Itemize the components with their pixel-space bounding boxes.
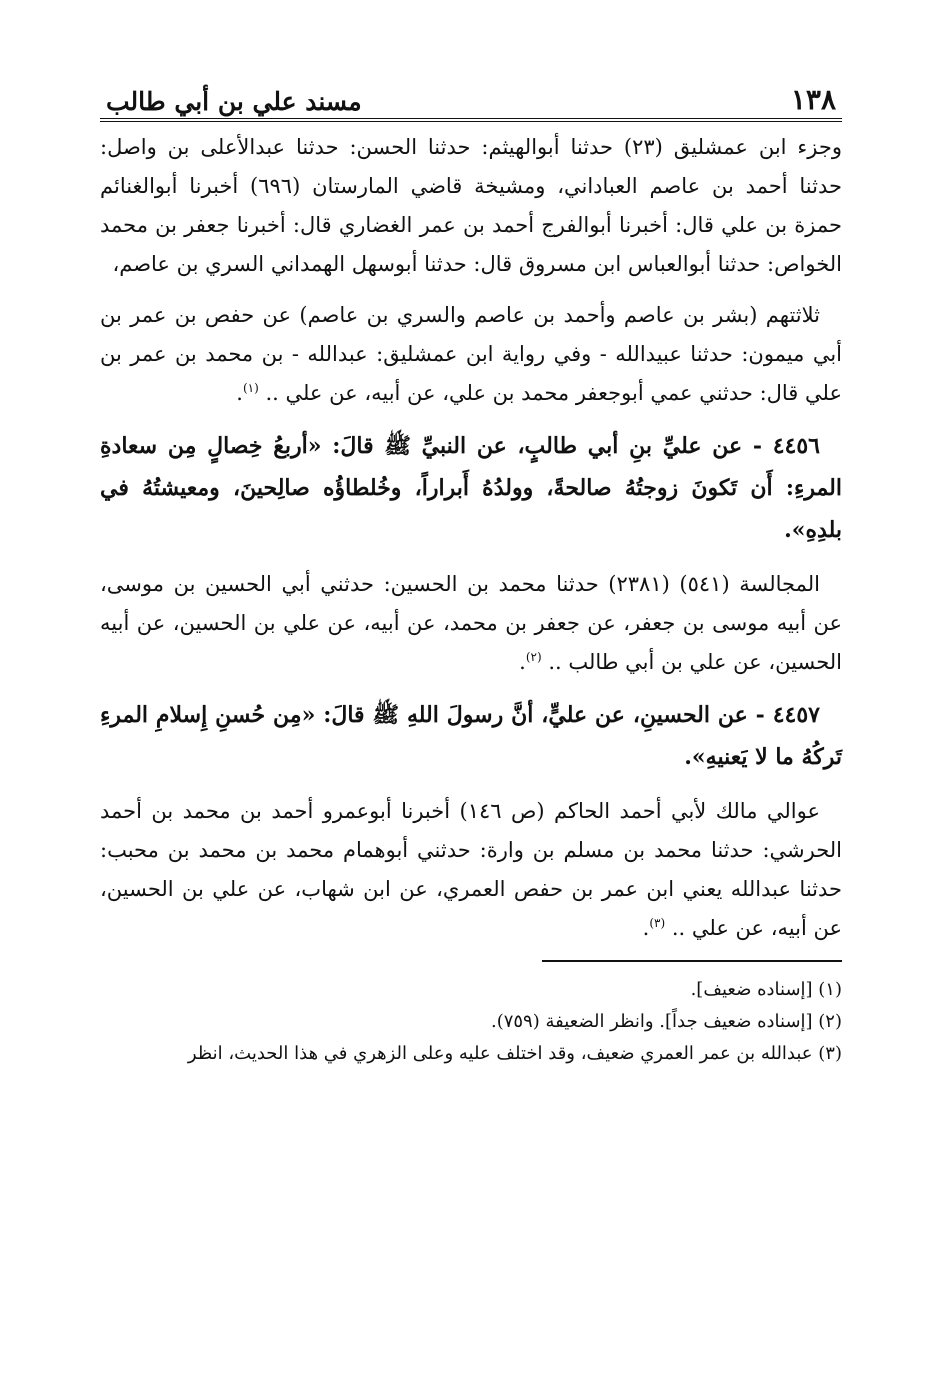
source-paragraph-1 <box>100 128 842 284</box>
main-text <box>100 128 842 948</box>
footnote-1: (١) [إسناده ضعيف]. <box>690 979 842 1000</box>
footnote-ref-1: (١) <box>242 381 259 395</box>
footnote-ref-3: (٣) <box>649 916 666 930</box>
book-page <box>100 72 842 1070</box>
page-header <box>100 72 842 122</box>
paragraph-text: ثلاثتهم (بشر بن عاصم وأحمد بن عاصم والسري بن عاصم) عن حفص بن عمر بن أبي ميمون: حدثنا عبيدالله - وفي رواية ابن عمشليق: عبدالله - بن محمد بن عمر بن علي قال: حدثني عمي أبوجعفر محمد بن علي، عن أبيه، عن علي .. <box>100 303 842 405</box>
source-paragraph-4: عوالي مالك لأبي أحمد الحاكم (ص ١٤٦) أخبرنا أبوعمرو أحمد بن محمد بن أحمد الحرشي: حدثنا محمد بن مسلم بن وارة: حدثني أبوهمام محمد بن محمد بن محبب: حدثنا عبدالله يعني ابن عمر بن حفص العمري، عن ابن شهاب، عن علي بن الحسين، عن أبيه، عن علي .. $^{(٣)}$. <box>100 799 842 940</box>
hadith-4457: ٤٤٥٧ - عن الحسينِ، عن عليٍّ، أنَّ رسولَ اللهِ ﷺ قالَ: «مِن حُسنِ إِسلامِ المرءِ تَركُهُ ما لا يَعنيهِ». <box>100 702 842 770</box>
paragraph-text: عوالي مالك لأبي أحمد الحاكم (ص ١٤٦) أخبرنا أبوعمرو أحمد بن محمد بن أحمد الحرشي: حدثنا محمد بن مسلم بن وارة: حدثني أبوهمام محمد بن محمد بن محبب: حدثنا عبدالله يعني ابن عمر بن حفص العمري، عن ابن شهاب، عن علي بن الحسين، عن أبيه، عن علي .. <box>100 799 842 940</box>
paragraph-text: وجزء ابن عمشليق (٢٣) حدثنا أبوالهيثم: حدثنا الحسن: حدثنا عبدالأعلى بن واصل: حدثنا أحمد بن عاصم العباداني، ومشيخة قاضي المارستان (٦٩٦) أخبرنا أبوالغنائم حمزة بن علي قال: أخبرنا أبوالفرج أحمد بن عمر الغضاري قال: أخبرنا جعفر بن محمد الخواص: حدثنا أبوالعباس ابن مسروق قال: حدثنا أبوسهل الهمداني السري بن عاصم، <box>100 135 842 276</box>
source-paragraph-2: ثلاثتهم (بشر بن عاصم وأحمد بن عاصم والسري بن عاصم) عن حفص بن عمر بن أبي ميمون: حدثنا عبيدالله - وفي رواية ابن عمشليق: عبدالله - بن محمد بن عمر بن علي قال: حدثني عمي أبوجعفر محمد بن علي، عن أبيه، عن علي .. $^{(١)}$. <box>100 303 842 405</box>
footnote-separator <box>542 960 842 962</box>
hadith-4456: ٤٤٥٦ - عن عليِّ بنِ أبي طالبٍ، عن النبيِّ ﷺ قالَ: «أربعُ خِصالٍ مِن سعادةِ المرءِ: أَن تَكونَ زوجتُهُ صالحةً، وولدُهُ أَبراراً، وخُلطاؤُه صالِحينَ، ومعيشتُهُ في بلدِهِ». <box>100 433 842 543</box>
footnote-2: (٢) [إسناده ضعيف جداً]. وانظر الضعيفة (٧٥٩). <box>490 1011 842 1032</box>
running-title: مسند علي بن أبي طالب <box>106 87 362 116</box>
source-paragraph-3: المجالسة (٥٤١) (٢٣٨١) حدثنا محمد بن الحسين: حدثني أبي الحسين بن موسى، عن أبيه موسى بن جعفر، عن جعفر بن محمد، عن أبيه، عن علي بن الحسين، عن أبيه الحسين، عن علي بن أبي طالب .. $^{(٢)}$. <box>100 572 842 674</box>
paragraph-text: المجالسة (٥٤١) (٢٣٨١) حدثنا محمد بن الحسين: حدثني أبي الحسين بن موسى، عن أبيه موسى بن جعفر، عن جعفر بن محمد، عن أبيه، عن علي بن الحسين، عن أبيه الحسين، عن علي بن أبي طالب .. <box>100 572 842 674</box>
footnote-3: (٣) عبدالله بن عمر العمري ضعيف، وقد اختلف عليه وعلى الزهري في هذا الحديث، انظر <box>187 1043 842 1064</box>
page-number: ١٣٨ <box>790 83 836 116</box>
footnotes <box>100 974 842 1070</box>
footnote-ref-2: (٢) <box>525 650 542 664</box>
